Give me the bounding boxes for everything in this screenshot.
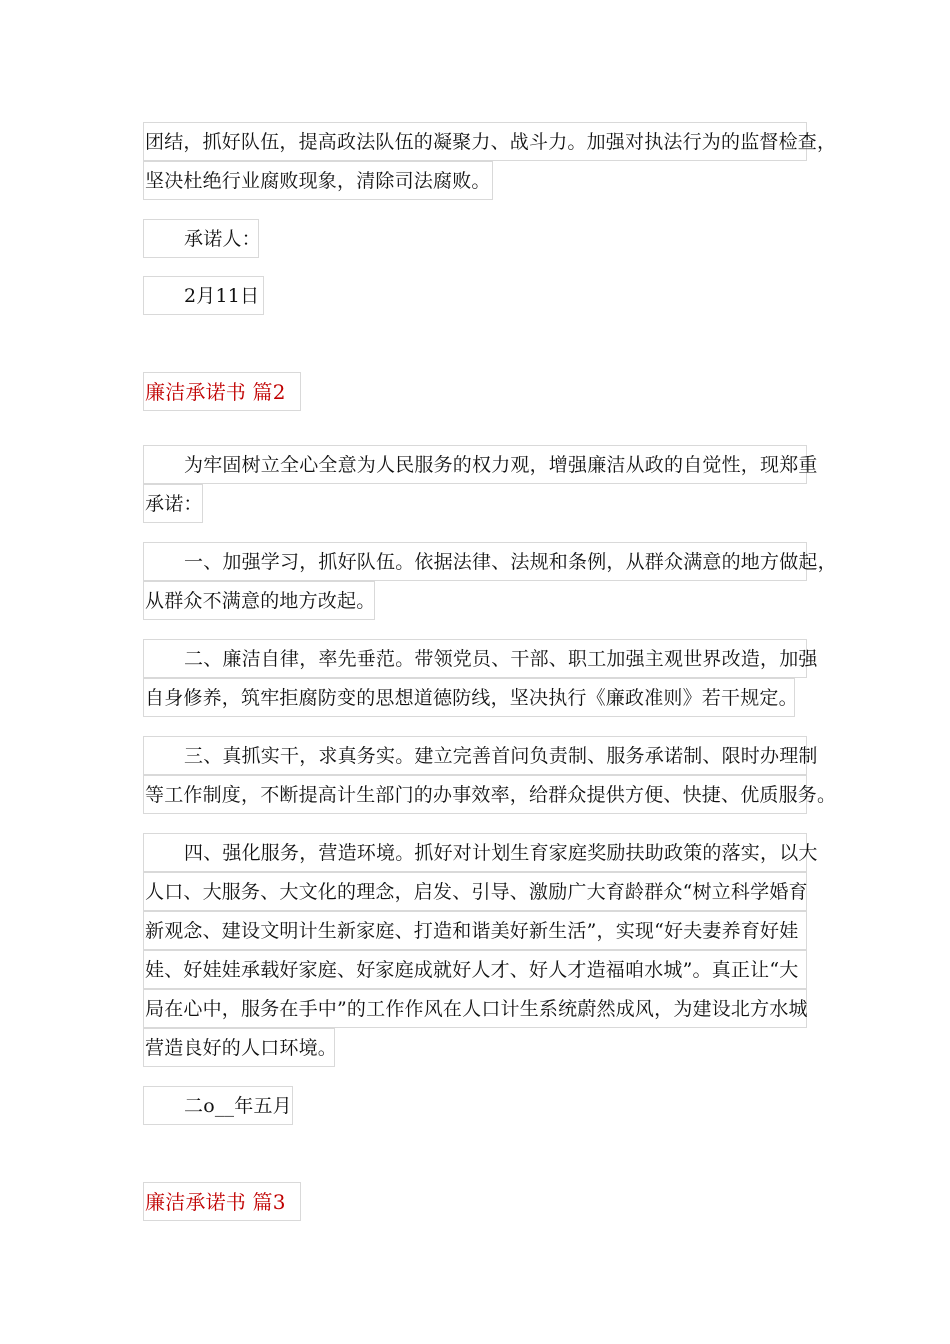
item-2-line: 二、廉洁自律，率先垂范。带领党员、干部、职工加强主观世界改造，加强 bbox=[143, 639, 807, 678]
paragraph-line: 坚决杜绝行业腐败现象，清除司法腐败。 bbox=[143, 161, 493, 200]
item-1-line: 从群众不满意的地方改起。 bbox=[143, 581, 375, 620]
paragraph-line: 团结，抓好队伍，提高政法队伍的凝聚力、战斗力。加强对执法行为的监督检查， bbox=[143, 122, 807, 161]
intro-line: 承诺： bbox=[143, 484, 203, 523]
item-4-line: 人口、大服务、大文化的理念，启发、引导、激励广大育龄群众“树立科学婚育 bbox=[143, 872, 807, 911]
section-heading-3: 廉洁承诺书 篇3 bbox=[143, 1182, 301, 1221]
item-4-line: 四、强化服务，营造环境。抓好对计划生育家庭奖励扶助政策的落实，以大 bbox=[143, 833, 807, 872]
section-heading-2: 廉洁承诺书 篇2 bbox=[143, 372, 301, 411]
date-line: 2月11日 bbox=[143, 276, 264, 315]
item-3-line: 三、真抓实干，求真务实。建立完善首问负责制、服务承诺制、限时办理制 bbox=[143, 736, 807, 775]
item-4-line: 娃、好娃娃承载好家庭、好家庭成就好人才、好人才造福咱水城”。真正让“大 bbox=[143, 950, 807, 989]
item-4-line: 营造良好的人口环境。 bbox=[143, 1028, 335, 1067]
intro-line: 为牢固树立全心全意为人民服务的权力观，增强廉洁从政的自觉性，现郑重 bbox=[143, 445, 807, 484]
item-4-line: 局在心中，服务在手中”的工作作风在人口计生系统蔚然成风，为建设北方水城 bbox=[143, 989, 807, 1028]
item-4-line: 新观念、建设文明计生新家庭、打造和谐美好新生活”，实现“好夫妻养育好娃 bbox=[143, 911, 807, 950]
date-line: 二o__年五月 bbox=[143, 1086, 293, 1125]
item-1-line: 一、加强学习，抓好队伍。依据法律、法规和条例，从群众满意的地方做起， bbox=[143, 542, 807, 581]
signer-label: 承诺人： bbox=[143, 219, 259, 258]
item-3-line: 等工作制度，不断提高计生部门的办事效率，给群众提供方便、快捷、优质服务。 bbox=[143, 775, 807, 814]
item-2-line: 自身修养，筑牢拒腐防变的思想道德防线，坚决执行《廉政准则》若干规定。 bbox=[143, 678, 795, 717]
